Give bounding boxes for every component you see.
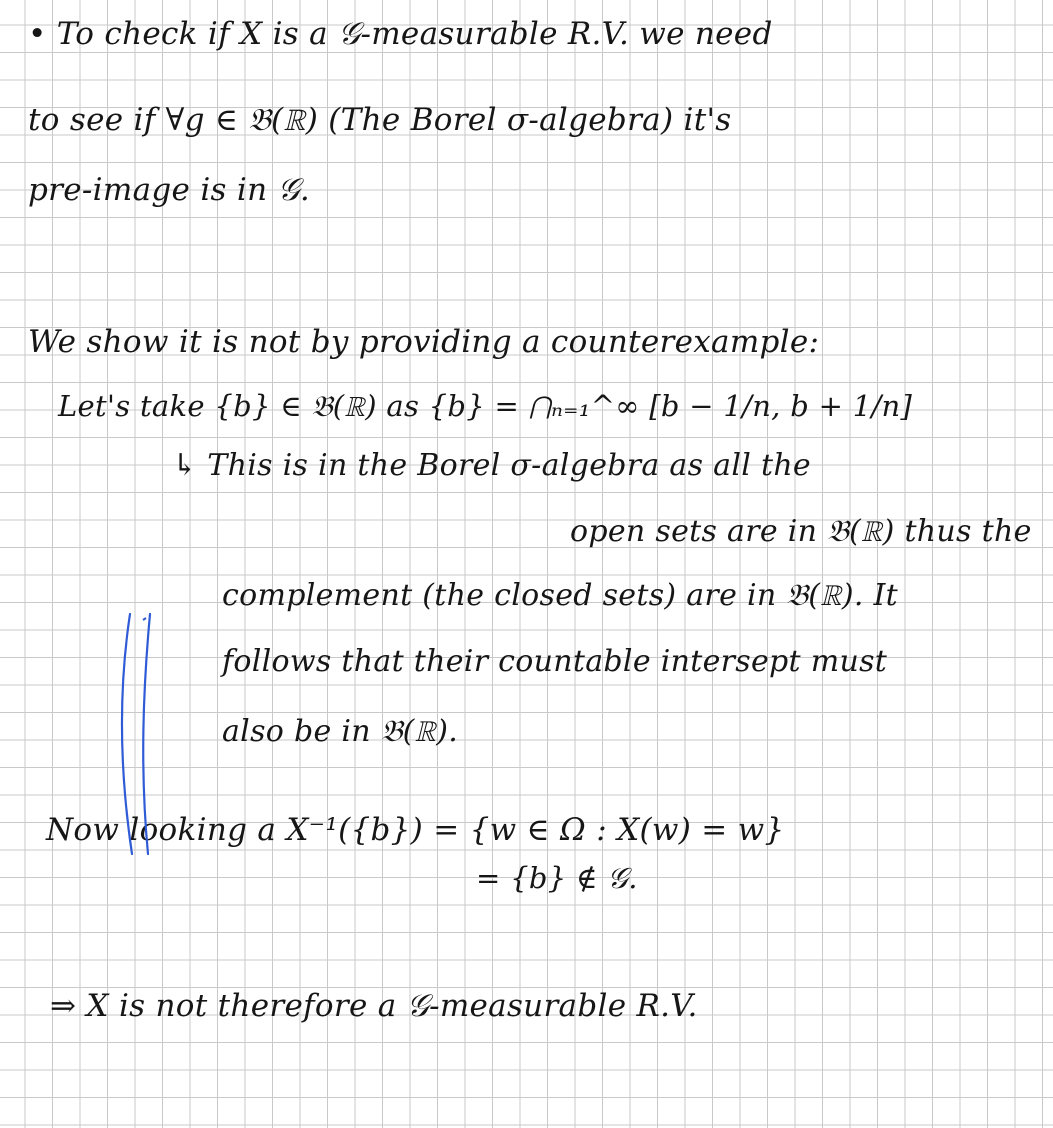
margin-bracket-annotation	[110, 610, 170, 860]
note-line-12: = {b} ∉ 𝒢.	[476, 861, 638, 895]
note-line-7: open sets are in 𝔅(ℝ) thus the	[570, 514, 1032, 549]
note-line-2: to see if ∀g ∈ 𝔅(ℝ) (The Borel σ-algebra) it's	[28, 102, 732, 138]
note-line-1: • To check if X is a 𝒢-measurable R.V. we need	[28, 16, 773, 52]
note-line-3: pre-image is in 𝒢.	[28, 172, 311, 208]
note-line-9: follows that their countable intersept must	[222, 644, 888, 679]
note-line-8: complement (the closed sets) are in 𝔅(ℝ). It	[222, 578, 899, 613]
note-line-5: Let's take {b} ∈ 𝔅(ℝ) as {b} = ⋂ₙ₌₁^∞ [b − 1/n, b + 1/n]	[58, 389, 913, 423]
note-line-6: ↳ This is in the Borel σ-algebra as all the	[172, 448, 811, 483]
note-line-4: We show it is not by providing a counterexample:	[28, 324, 820, 360]
note-line-11: Now looking a X⁻¹({b}) = {w ∈ Ω : X(w) = w}	[46, 812, 785, 848]
note-line-10: also be in 𝔅(ℝ).	[222, 714, 459, 749]
note-line-13: ⇒ X is not therefore a 𝒢-measurable R.V.	[50, 988, 698, 1024]
